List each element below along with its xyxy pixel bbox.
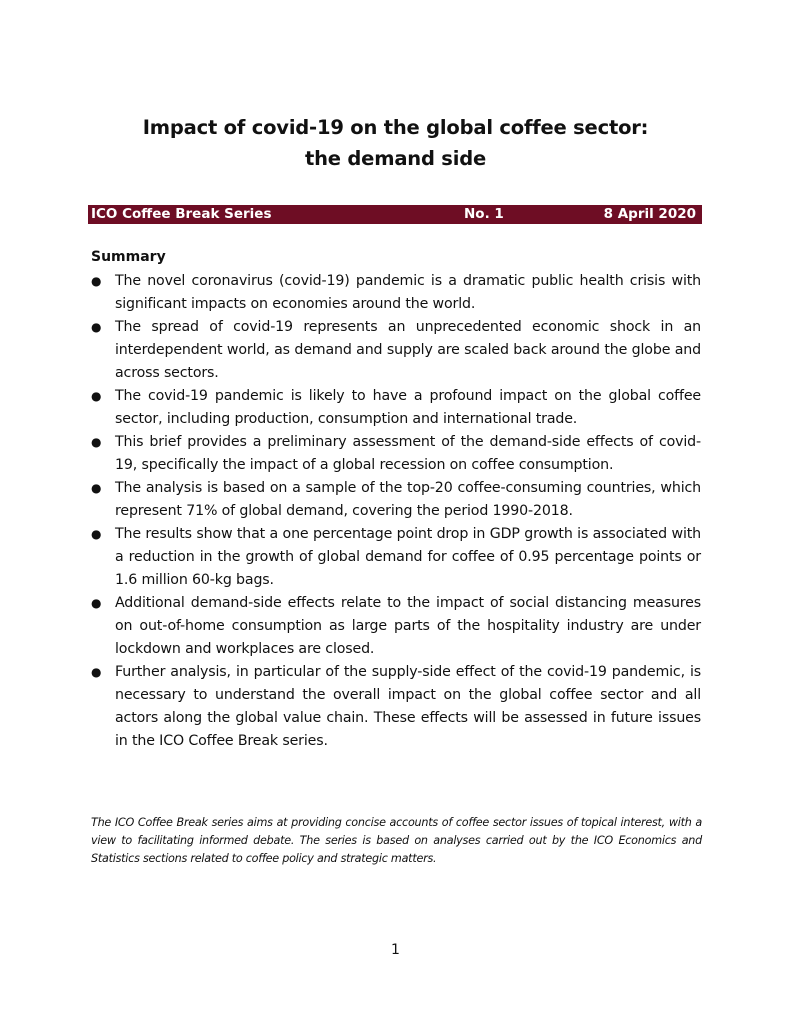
summary-item-text: Additional demand-side effects relate to the impact of social distancing measures on out-of-home consumption as large parts of the hospitality industry are under lockdown and workplaces are closed. [115, 595, 701, 657]
summary-item [91, 431, 701, 477]
summary-item [91, 385, 701, 431]
summary-heading: Summary [91, 249, 166, 265]
page-number: 1 [391, 942, 400, 958]
summary-item-text: The analysis is based on a sample of the top-20 coffee-consuming countries, which represent 71% of global demand, covering the period 1990-2018. [115, 480, 701, 519]
bullet-icon: ● [91, 481, 102, 495]
series-banner [88, 205, 702, 224]
summary-item-text: The spread of covid-19 represents an unprecedented economic shock in an interdependent world, as demand and supply are scaled back around the globe and across sectors. [115, 319, 701, 381]
title-line-1: Impact of covid-19 on the global coffee sector: [142, 116, 649, 139]
summary-list [91, 270, 701, 753]
summary-item [91, 661, 701, 753]
bullet-icon: ● [91, 527, 102, 541]
bullet-icon: ● [91, 274, 102, 288]
summary-item-text: The covid-19 pandemic is likely to have a profound impact on the global coffee sector, including production, consumption and international trade. [115, 388, 701, 427]
summary-item [91, 523, 701, 592]
bullet-icon: ● [91, 665, 102, 679]
summary-item-text: Further analysis, in particular of the supply-side effect of the covid-19 pandemic, is necessary to understand the overall impact on the global coffee sector and all actors along the global value chain. These effects will be assessed in future issues in the ICO Coffee Break series. [115, 664, 701, 749]
summary-item [91, 316, 701, 385]
summary-item-text: The novel coronavirus (covid-19) pandemic is a dramatic public health crisis with significant impacts on economies around the world. [115, 273, 701, 312]
summary-item-text: The results show that a one percentage point drop in GDP growth is associated with a reduction in the growth of global demand for coffee of 0.95 percentage points or 1.6 million 60-kg bags. [115, 526, 701, 588]
series-number: No. 1 [464, 206, 504, 222]
summary-item [91, 477, 701, 523]
document-title [0, 112, 791, 174]
series-footnote: The ICO Coffee Break series aims at providing concise accounts of coffee sector issues of topical interest, with a view to facilitating informed debate. The series is based on analyses carried out by the ICO Economics and Statistics sections related to coffee policy and strategic matters. [91, 816, 702, 865]
bullet-icon: ● [91, 389, 102, 403]
bullet-icon: ● [91, 435, 102, 449]
series-date: 8 April 2020 [603, 206, 696, 222]
summary-item-text: This brief provides a preliminary assessment of the demand-side effects of covid-19, specifically the impact of a global recession on coffee consumption. [115, 434, 701, 473]
series-name: ICO Coffee Break Series [91, 206, 272, 222]
bullet-icon: ● [91, 596, 102, 610]
summary-item [91, 270, 701, 316]
summary-item [91, 592, 701, 661]
bullet-icon: ● [91, 320, 102, 334]
title-line-2: the demand side [305, 147, 486, 170]
